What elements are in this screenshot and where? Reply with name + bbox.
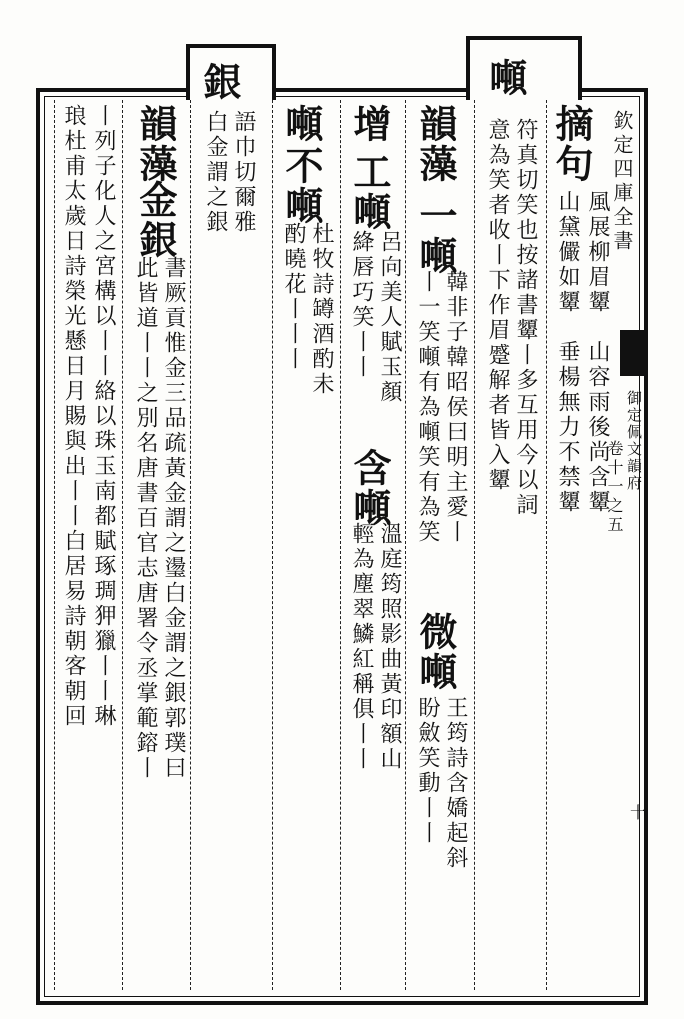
column-rule (54, 100, 55, 990)
entry-text: 絳唇巧笑丨丨 (349, 230, 374, 380)
entry-subhead: 工噸 (347, 152, 392, 232)
section-title: 御定佩文韻府 (625, 390, 643, 492)
entry-text: 呂向美人賦玉顏 (377, 230, 402, 405)
entry-subhead: 含噸 (347, 448, 392, 528)
entry-text: 盼斂笑動丨丨 (415, 696, 440, 846)
fishtail-line (620, 374, 648, 386)
entry-head: 噸 (279, 104, 324, 144)
page-number: 十 (630, 803, 647, 822)
column-rule (340, 100, 341, 990)
entry-subhead: 一噸 (413, 196, 458, 276)
entry-text: 韓非子韓昭侯曰明主愛丨 (443, 270, 468, 545)
column-rule (546, 100, 547, 990)
entry-head: 摘句 (549, 104, 594, 184)
entry-text: 風展柳眉顰 山容雨後尚含顰 (585, 190, 610, 515)
fishtail-mark (620, 330, 648, 374)
entry-text: 杜牧詩罇酒酌未 (309, 222, 334, 397)
volume-label: 卷十一之五 (605, 440, 624, 535)
entry-subhead: 不噸 (279, 146, 324, 226)
entry-text: 酌曉花丨丨丨 (281, 222, 306, 372)
column-rule (405, 100, 406, 990)
entry-head: 增 (347, 104, 392, 144)
column-rule (122, 100, 123, 990)
column-rule (190, 100, 191, 990)
entry-head: 噸 (483, 58, 528, 98)
entry-text: 山黛儼如顰 垂楊無力不禁顰 (555, 190, 580, 515)
entry-text: 溫庭筠照影曲黃印額山 (377, 522, 402, 772)
entry-text: 丨一笑噸有為噸笑有為笑 (415, 270, 440, 545)
entry-text: 王筠詩含嬌起斜 (443, 696, 468, 871)
book-title: 欽定四庫全書 (610, 110, 634, 254)
entry-head: 韻藻 (133, 104, 178, 184)
entry-text: 輕為塵翠鱗紅稱俱丨丨 (349, 522, 374, 772)
column-rule (272, 100, 273, 990)
entry-head: 銀 (197, 62, 242, 102)
entry-text: 白金謂之銀 (203, 110, 228, 235)
entry-text: 意為笑者收丨下作眉蹙解者皆入顰 (485, 118, 510, 493)
entry-head: 韻藻 (413, 104, 458, 184)
column-rule (474, 100, 475, 990)
entry-text: 琅杜甫太歲日詩榮光懸日月賜與出丨丨白居易詩朝客朝回 (61, 104, 86, 729)
entry-text: 書厥貢惟金三品疏黃金謂之璗白金謂之銀郭璞曰 (161, 256, 186, 781)
entry-subhead: 金銀 (133, 180, 178, 260)
entry-text: 此皆道丨丨之別名唐書百官志唐署令丞掌範鎔丨 (133, 256, 158, 781)
entry-text: 語巾切爾雅 (231, 110, 256, 235)
entry-text: 符真切笑也按諸書顰丨多互用今以詞 (513, 118, 538, 518)
entry-text: 丨列子化人之宮構以丨丨絡以珠玉南都賦琢琱狎獵丨丨琳 (91, 104, 116, 729)
entry-subhead: 微噸 (413, 612, 458, 692)
